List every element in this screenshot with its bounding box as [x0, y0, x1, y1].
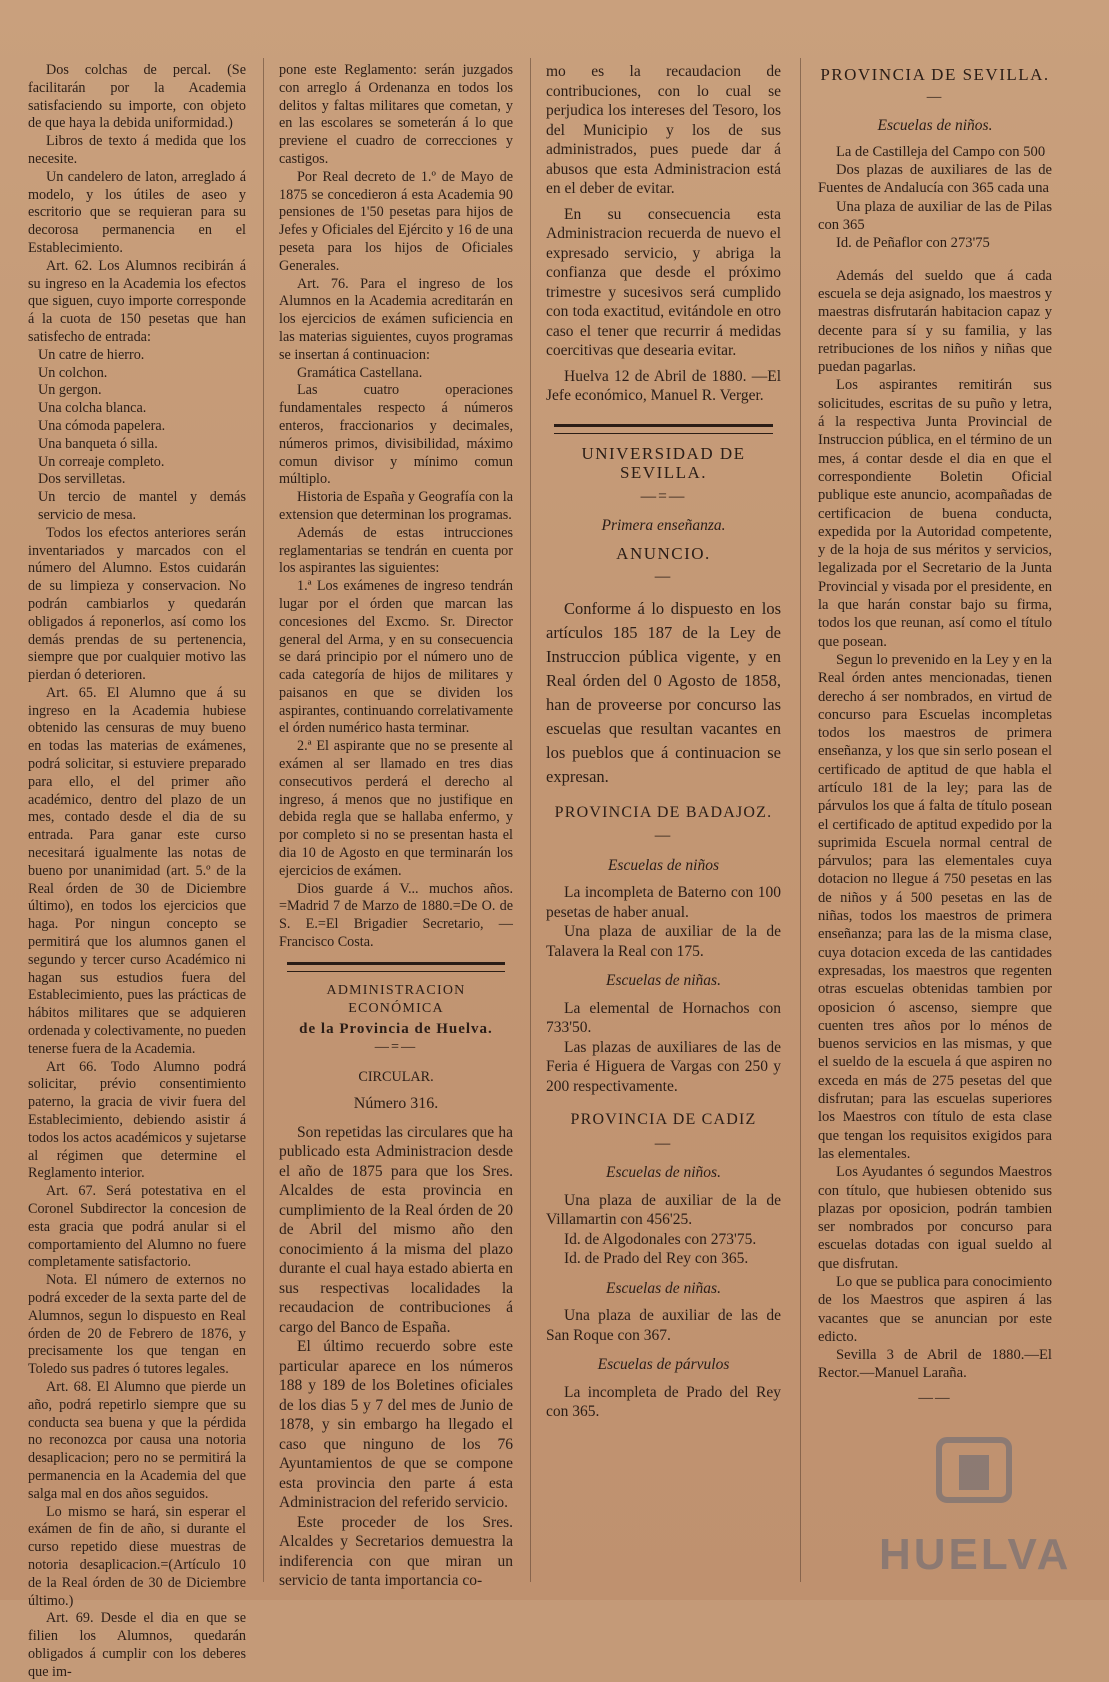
vacancy-item: Id. de Prado del Rey con 365. — [564, 1250, 749, 1267]
paragraph: Son repetidas las circulares que ha publicado esta Administracion desde el año de 1875 para que los Sres. Alcaldes de esta provincia en cumplimiento de la Real órden de 20 de Abril del mismo año den conocimiento á la misma del plazo durante el cual haya estado abierta en sus respectivas localidades la recaudacion de contribuciones á cargo del Banco de España. — [279, 1123, 513, 1336]
vacancy-item: Id. de Peñaflor con 273'75 — [836, 235, 990, 252]
school-type-heading: Escuelas de niños. — [877, 116, 993, 134]
paragraph: Dios guarde á V... muchos años. =Madrid 7 de Marzo de 1880.=De O. de S. E.=El Brigadier Secretario, — Francisco Costa. — [279, 880, 513, 951]
school-type-heading: Escuelas de niños — [607, 856, 720, 874]
vacancy-item: La incompleta de Baterno con 100 pesetas de haber anual. — [546, 884, 781, 921]
vacancy-item: Una plaza de auxiliar de la de Villamartin con 456'25. — [546, 1191, 781, 1228]
list-item: Una colcha blanca. — [38, 400, 147, 417]
library-stamp-watermark — [879, 1430, 1072, 1580]
list-item: Un colchon. — [38, 364, 108, 381]
paragraph: 2.ª El aspirante que no se presente al exámen al ser llamado en tres dias consecutivos perderá el derecho al ingreso, á menos que no justifique en debida regla que se hallaba enfermo, y por completo si no se presentan hasta el dia 10 de Agosto en que terminarán los ejercicios de exámen. — [279, 738, 513, 879]
ornament-dash: — — [926, 89, 944, 106]
vacancy-item: La incompleta de Prado del Rey con 365. — [546, 1383, 781, 1420]
circular-label: CIRCULAR. — [358, 1069, 434, 1086]
column-divider — [263, 58, 264, 1582]
signature-line: Sevilla 3 de Abril de 1880.—El Rector.—Manuel Laraña. — [818, 1347, 1052, 1382]
paragraph: Nota. El número de externos no podrá exceder de la sexta parte del de Alumnos, segun lo dispuesto en Real órden de 20 de Febrero de 1876, y precisamente los que tengan en Toledo sus padres ó tutores legales. — [28, 1272, 246, 1378]
paragraph: Art 66. Todo Alumno podrá solicitar, prévio consentimiento paterno, la gracia de vivir fuera del Establecimiento, debiendo asistir á todos los actos académicos y sujetarse al régimen que determine el Reglamento interior. — [28, 1058, 246, 1182]
section-heading: ADMINISTRACION ECONÓMICA — [326, 982, 466, 1016]
paragraph: Art. 68. El Alumno que pierde un año, podrá repetirlo siempre que su conducta sea buena y que la pérdida no reconozca por causa una notoria desaplicacion; pero no se permitirá la permanencia en la Academia del que salga mal en dos años seguidos. — [28, 1378, 246, 1502]
ornament-dash: —=— — [640, 487, 687, 505]
ornament-dash: — — [654, 568, 673, 585]
list-item: Un gergon. — [38, 382, 102, 399]
province-heading: PROVINCIA DE SEVILLA. — [820, 65, 1050, 84]
paragraph: Gramática Castellana. — [297, 364, 423, 381]
list-item: Una banqueta ó silla. — [38, 435, 158, 452]
paragraph: El último recuerdo sobre este particular aparece en los números 188 y 189 de los Boletines oficiales de los dias 5 y 7 del mes de Junio de 1878, y sin embargo ha llegado el caso que ninguno de los 76 Ayuntamientos de que se compone esta provincia den parte á esta Administracion del referido servicio. — [279, 1338, 513, 1512]
school-type-heading: Escuelas de niñas. — [606, 972, 721, 989]
column-3 — [546, 62, 781, 1580]
paragraph: mo es la recaudacion de contribuciones, con lo cual se perjudica los intereses del Tesoro, los del Municipio y los de sus administrados, pues puede dar á abusos que esta Administracion está en el deber de evitar. — [546, 63, 781, 197]
vacancy-item: Una plaza de auxiliar de la de Talavera la Real con 175. — [546, 923, 781, 960]
ornament-dash: —— — [918, 1389, 952, 1406]
paragraph: Las cuatro operaciones fundamentales respecto á números enteros, fraccionarios y decimales, números primos, divisibilidad, máximo comun divisor y mínimo comun múltiplo. — [279, 382, 513, 488]
paragraph: Historia de España y Geografía con la extension que determinan los programas. — [279, 489, 513, 523]
school-type-heading: Escuelas de niñas. — [606, 1279, 721, 1297]
section-subheading: de la Provincia de Huelva. — [299, 1021, 493, 1038]
paragraph: Los Ayudantes ó segundos Maestros con título, que hubiesen obtenido sus plazas por oposicion, podrán tambien ser nombrados por concurso para escuelas dotadas con igual sueldo al que disfrutan. — [818, 1164, 1052, 1272]
vacancy-item: Id. de Algodonales con 273'75. — [564, 1230, 757, 1248]
paragraph: Dos colchas de percal. (Se facilitarán por la Academia satisfaciendo su importe, con objeto de que haya la debida uniformidad.) — [28, 62, 246, 132]
paragraph: Lo que se publica para conocimiento de los Maestros que aspiren á las vacantes que se anuncian por este edicto. — [818, 1274, 1052, 1345]
province-heading: PROVINCIA DE CADIZ — [570, 1111, 757, 1128]
column-2 — [279, 62, 513, 1590]
section-heading: UNIVERSIDAD DE SEVILLA. — [581, 443, 746, 482]
paragraph: Segun lo prevenido en la Ley y en la Real órden antes mencionadas, tienen derecho á ser nombrados, en virtud de concurso para Escuelas incompletas todos los maestros de primera enseñanza, y los que sin serlo posean el certificado de aptitud de que habla el artículo 181 de la ley; para las de párvulos los que á falta de título posean el certificado de aptitud expedido por la suprimida Escuela normal central de párvulos; para las elementales cuya dotacion no llegue á 750 pesetas en las de niños y á 500 pesetas en las de niñas, todos los maestros de primera enseñanza; para las de la misma clase, cuya dotacion exceda de las cantidades expresadas, los maestros que regenten otras escuelas obtenidas tambien por oposicion ó ascenso, siempre que cuenten tres años por lo ménos de buenos servicios en las mismas, y que el sueldo de la escuela á que aspiren no exceda en más de 275 pesetas del que disfrutan; para las escuelas superiores los Maestros con título de esta clase que tengan los requisitos exigidos para las elementales. — [818, 651, 1052, 1162]
list-item: Un catre de hierro. — [38, 346, 145, 363]
paragraph: Libros de texto á medida que los necesite. — [28, 133, 246, 167]
column-4 — [818, 62, 1052, 1580]
paragraph: Lo mismo se hará, sin esperar el exámen de fin de año, si durante el curso repetido diese muestras de notoria desaplicacion.=(Artículo 10 de la Real órden de 30 de Diciembre último.) — [28, 1503, 246, 1609]
vacancy-item: Una plaza de auxiliar de las de Pilas con 365 — [818, 198, 1052, 234]
paragraph: Art. 62. Los Alumnos recibirán á su ingreso en la Academia los efectos que siguen, cuyo importe corresponde á la cuota de 150 pesetas que han satisfecho de entrada: — [28, 257, 246, 345]
paragraph: Art. 69. Desde el dia en que se filien los Alumnos, quedarán obligados á cumplir con los deberes que im- — [28, 1610, 246, 1680]
list-item: Dos servilletas. — [38, 471, 126, 488]
paragraph: Este proceder de los Sres. Alcaldes y Secretarios demuestra la indiferencia con que miran un servicio de tanta importancia co- — [279, 1513, 513, 1590]
paragraph: Los aspirantes remitirán sus solicitudes, escritas de su puño y letra, á la respectiva Junta Provincial de Instruccion pública, en el término de un mes, á contar desde el dia en que el correspondiente Boletin Oficial publique este anuncio, acompañadas de certificacion de buena conducta, expedida por la Autoridad competente, y de la hoja de sus méritos y servicios, legalizada por el Secretario de la Junta Provincial y visada por el presidente, en la que harán constar bajo su firma, todos los que reunan, así como el título que posean. — [818, 377, 1052, 650]
ornament-dash: — — [654, 827, 673, 844]
school-type-heading: Escuelas de párvulos — [597, 1356, 730, 1373]
paragraph: Art. 65. El Alumno que á su ingreso en la Academia hubiese obtenido las censuras de muy bueno en todas las materias de exámenes, podrá solicitar, si estuviere preparado para ello, el del primer año académico, dentro del plazo de un mes, contado desde el dia de su entrada. Para ganar este curso necesitará igualmente las notas de bueno por unanimidad (art. 5.º de la Real órden de 30 de Diciembre último), en todos los ejercicios que haga. Por ningun concepto se permitirá que los alumnos ganen el segundo y tercer curso Académico ni hagan sus estudios fuera del Establecimiento, pues las prácticas de hábitos militares que se adquieren ordenada y colectivamente, no pueden tenerse fuera de la Academia. — [28, 684, 246, 1057]
paragraph: 1.ª Los exámenes de ingreso tendrán lugar por el órden que marcan las concesiones del Excmo. Sr. Director general del Arma, y en su consecuencia se dará principio por el número uno de cada categoría de hijos de militares y paisanos en que se dividen los aspirantes, continuando correlativamente el órden numérico hasta terminar. — [279, 578, 513, 737]
circular-number: Número 316. — [353, 1094, 439, 1112]
vacancy-item: La de Castilleja del Campo con 500 — [836, 143, 1046, 160]
column-divider — [800, 58, 801, 1582]
paragraph: Art. 67. Será potestativa en el Coronel Subdirector la concesion de esta gracia que podrá anular si el comportamiento del Alumno no fuere completamente satisfactorio. — [28, 1183, 246, 1271]
effects-list — [28, 347, 246, 525]
vacancy-item: Dos plazas de auxiliares de las de Fuentes de Andalucía con 365 cada una — [818, 162, 1052, 197]
paragraph: Todos los efectos anteriores serán inventariados y marcados con el número del Alumno. Estos cuidarán de su limpieza y conservacion. No podrán cambiarlos y quedarán obligados á reponerlos, así como los demás prendas de su pertenencia, siempre que por cualquier motivo las pierdan ó deterioren. — [28, 524, 246, 684]
vacancy-item: Una plaza de auxiliar de las de San Roque con 367. — [546, 1307, 781, 1344]
ornament-dash: —=— — [374, 1039, 418, 1056]
circular-body — [279, 1123, 513, 1591]
stamp-emblem-icon — [919, 1430, 1029, 1520]
list-item: Un correaje completo. — [38, 453, 165, 470]
paragraph: En su consecuencia esta Administracion recuerda de nuevo el expresado servicio, y abriga la confianza que desde el próximo trimestre y sucesivos será cumplido con toda exactitud, evitándole en otro caso el tener que recurrir á medidas coercitivas que desearia evitar. — [546, 205, 781, 359]
paragraph: Por Real decreto de 1.º de Mayo de 1875 se concedieron á esta Academia 90 pensiones de 1'50 pesetas para hijos de Jefes y Oficiales del Ejército y 16 de una peseta para los hijos de Oficiales Generales. — [279, 168, 513, 274]
list-item: Un tercio de mantel y demás servicio de mesa. — [38, 489, 246, 523]
announcement-title: ANUNCIO. — [616, 543, 711, 563]
vacancy-item: Las plazas de auxiliares de las de Feria é Higuera de Vargas con 250 y 200 respectivamente. — [546, 1038, 781, 1095]
stamp-word: HUELVA — [879, 1530, 1072, 1579]
section-separator — [287, 962, 505, 972]
paragraph: Un candelero de laton, arreglado á modelo, y los útiles de aseo y escritorio que se requieran para su decorosa permanencia en el Establecimiento. — [28, 168, 246, 256]
column-divider — [530, 58, 531, 1582]
paragraph: Además de estas intrucciones reglamentarias se tendrán en cuenta por los aspirantes las siguientes: — [279, 524, 513, 577]
column-1 — [28, 62, 246, 1680]
school-type-heading: Escuelas de niños. — [606, 1164, 721, 1181]
section-separator — [554, 424, 773, 434]
paragraph: Además del sueldo que á cada escuela se deja asignado, los maestros y maestras disfrutarán habitacion capaz y decente para sí y su familia, y las retribuciones de los niños y niñas que puedan pagarlas. — [818, 267, 1052, 376]
province-heading: PROVINCIA DE BADAJOZ. — [554, 803, 773, 821]
section-subheading: Primera enseñanza. — [601, 517, 726, 534]
ornament-dash: — — [654, 1134, 673, 1152]
list-item: Una cómoda papelera. — [38, 417, 166, 434]
paragraph: Art. 76. Para el ingreso de los Alumnos en la Academia acreditarán en los ejercicios de exámen suficiencia en las materias siguientes, cuyos programas se insertan á continuacion: — [279, 275, 513, 363]
signature-line: Huelva 12 de Abril de 1880. —El Jefe económico, Manuel R. Verger. — [546, 367, 781, 404]
vacancy-item: La elemental de Hornachos con 733'50. — [546, 999, 781, 1036]
paragraph: pone este Reglamento: serán juzgados con arreglo á Ordenanza en todos los delitos y faltas militares que cometan, y en las escolares se someterán á lo que previene el cuadro de correcciones y castigos. — [279, 62, 513, 167]
announcement-text: Conforme á lo dispuesto en los artículos 185 187 de la Ley de Instruccion pública vigente, y en Real órden del 0 Agosto de 1858, han de proveerse por concurso las escuelas que resultan vacantes en los pueblos que á continuacion se expresan. — [546, 598, 781, 786]
